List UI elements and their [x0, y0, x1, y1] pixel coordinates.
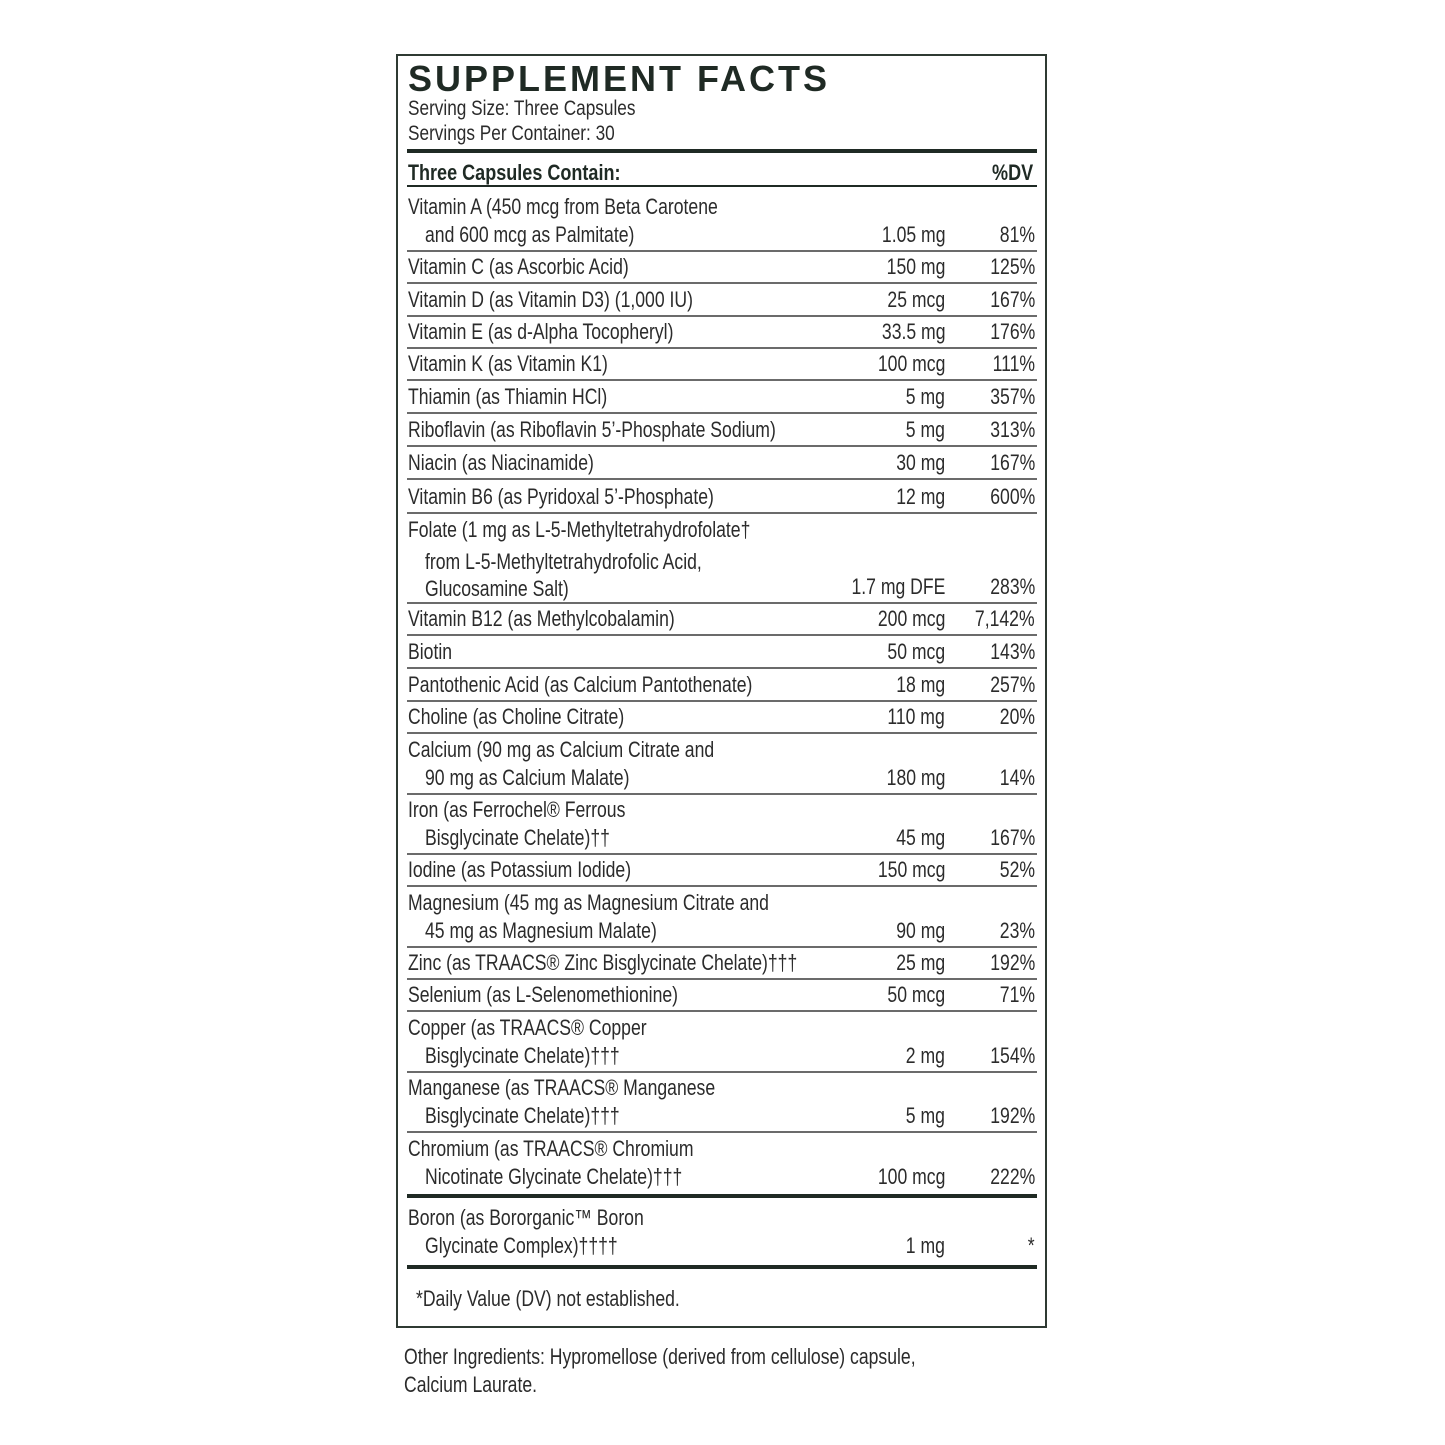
- table-row: [407, 636, 1037, 669]
- nutrient-name: Iron (as Ferrochel® Ferrous: [408, 797, 626, 822]
- nutrient-name: Chromium (as TRAACS® Chromium: [408, 1136, 694, 1161]
- table-row: [407, 1133, 1037, 1194]
- nutrient-name-continued: Bisglycinate Chelate)†††: [425, 1043, 620, 1068]
- nutrient-amount: 110 mg: [887, 704, 945, 729]
- nutrient-dv: 154%: [989, 1043, 1035, 1068]
- nutrient-amount: 5 mg: [905, 1103, 945, 1128]
- table-row: [407, 980, 1037, 1012]
- boron-top-rule: [407, 1194, 1037, 1198]
- table-row: [407, 948, 1037, 980]
- nutrient-amount: 2 mg: [905, 1043, 945, 1068]
- nutrient-amount: 5 mg: [905, 384, 945, 409]
- nutrient-name-continued: and 600 mcg as Palmitate): [425, 222, 635, 247]
- table-row: [407, 604, 1037, 636]
- nutrient-amount: 18 mg: [896, 672, 945, 697]
- nutrient-amount: 45 mg: [896, 825, 945, 850]
- nutrient-name: Pantothenic Acid (as Calcium Pantothenate): [408, 672, 753, 697]
- nutrient-amount: 150 mcg: [877, 857, 945, 882]
- nutrient-name: Niacin (as Niacinamide): [408, 450, 594, 475]
- nutrient-name: Riboflavin (as Riboflavin 5’-Phosphate Sodium): [408, 417, 776, 442]
- panel-title: SUPPLEMENT FACTS: [408, 58, 831, 99]
- nutrient-name: Zinc (as TRAACS® Zinc Bisglycinate Chelate)†††: [408, 950, 798, 975]
- other-ingredients-line-1: Other Ingredients: Hypromellose (derived from cellulose) capsule,: [404, 1344, 916, 1369]
- nutrient-name: Vitamin K (as Vitamin K1): [408, 351, 608, 376]
- nutrient-dv: 125%: [989, 254, 1035, 279]
- nutrient-name-continued: from L-5-Methyltetrahydrofolic Acid,: [425, 549, 702, 574]
- table-row: [407, 887, 1037, 948]
- bottom-rule: [407, 1265, 1037, 1269]
- nutrient-amount: 1.05 mg: [881, 222, 945, 247]
- nutrient-dv: 257%: [989, 672, 1035, 697]
- nutrient-name: Magnesium (45 mg as Magnesium Citrate and: [408, 890, 769, 915]
- table-row: [407, 1012, 1037, 1073]
- nutrient-amount: 100 mcg: [877, 351, 945, 376]
- nutrient-dv: 7,142%: [975, 606, 1035, 631]
- nutrient-amount: 100 mcg: [877, 1164, 945, 1189]
- table-row: [407, 414, 1037, 447]
- table-row: [407, 795, 1037, 855]
- nutrient-amount: 180 mg: [886, 765, 945, 790]
- nutrient-dv: 143%: [989, 639, 1035, 664]
- nutrient-name: Calcium (90 mg as Calcium Citrate and: [408, 737, 715, 762]
- nutrient-dv: 20%: [999, 704, 1035, 729]
- column-header-dv: %DV: [991, 160, 1033, 185]
- nutrient-name: Selenium (as L-Selenomethionine): [408, 982, 679, 1007]
- nutrient-dv: 176%: [989, 319, 1035, 344]
- nutrient-dv: 52%: [999, 857, 1035, 882]
- nutrient-amount: 50 mcg: [887, 982, 945, 1007]
- nutrient-name-continued: Glycinate Complex)††††: [425, 1233, 618, 1258]
- nutrient-name-continued: Nicotinate Glycinate Chelate)†††: [425, 1164, 683, 1189]
- serving-size: Serving Size: Three Capsules: [408, 97, 636, 120]
- nutrient-name: Vitamin B12 (as Methylcobalamin): [408, 606, 675, 631]
- nutrient-amount: 50 mcg: [887, 639, 945, 664]
- nutrient-amount: 1 mg: [905, 1233, 945, 1258]
- table-row: [407, 381, 1037, 414]
- nutrient-amount: 25 mcg: [887, 287, 945, 312]
- nutrient-name-continued: Glucosamine Salt): [425, 576, 569, 601]
- nutrient-dv: 283%: [989, 574, 1035, 599]
- column-header-amount: Three Capsules Contain:: [408, 160, 621, 185]
- nutrient-dv: 600%: [989, 484, 1035, 509]
- nutrient-amount: 12 mg: [896, 484, 945, 509]
- nutrient-name: Thiamin (as Thiamin HCl): [408, 384, 608, 409]
- table-row: [407, 855, 1037, 887]
- table-row: [407, 702, 1037, 734]
- nutrient-dv: 23%: [999, 918, 1035, 943]
- nutrient-name: Vitamin B6 (as Pyridoxal 5’-Phosphate): [408, 484, 714, 509]
- nutrient-amount: 200 mcg: [877, 606, 945, 631]
- table-row: [407, 1073, 1037, 1133]
- nutrient-amount: 25 mg: [896, 950, 945, 975]
- nutrient-dv: *: [1028, 1233, 1035, 1258]
- nutrient-dv: 81%: [999, 222, 1035, 247]
- nutrient-dv: 192%: [989, 1103, 1035, 1128]
- footnote: *Daily Value (DV) not established.: [416, 1286, 680, 1311]
- nutrient-name: Vitamin D (as Vitamin D3) (1,000 IU): [408, 287, 693, 312]
- nutrient-dv: 222%: [989, 1164, 1035, 1189]
- table-row: [407, 349, 1037, 381]
- nutrient-name: Vitamin A (450 mcg from Beta Carotene: [408, 194, 718, 219]
- nutrient-name: Vitamin E (as d-Alpha Tocopheryl): [408, 319, 674, 344]
- table-row: [407, 284, 1037, 317]
- nutrient-name: Boron (as Bororganic™ Boron: [408, 1205, 644, 1230]
- nutrient-dv: 313%: [989, 417, 1035, 442]
- nutrient-amount: 90 mg: [896, 918, 945, 943]
- table-row: [407, 187, 1037, 252]
- nutrient-amount: 5 mg: [905, 417, 945, 442]
- nutrient-name: Vitamin C (as Ascorbic Acid): [408, 254, 629, 279]
- nutrient-name: Manganese (as TRAACS® Manganese: [408, 1075, 716, 1100]
- nutrient-amount: 150 mg: [886, 254, 945, 279]
- nutrient-dv: 167%: [989, 825, 1035, 850]
- nutrient-dv: 167%: [989, 287, 1035, 312]
- table-row: [407, 447, 1037, 480]
- table-row: [407, 480, 1037, 514]
- other-ingredients-line-2: Calcium Laurate.: [404, 1372, 538, 1397]
- nutrient-amount: 30 mg: [896, 450, 945, 475]
- nutrient-name: Iodine (as Potassium Iodide): [408, 857, 632, 882]
- nutrient-name: Biotin: [408, 639, 453, 664]
- table-row: [407, 317, 1037, 349]
- nutrient-name-continued: Bisglycinate Chelate)†††: [425, 1103, 620, 1128]
- servings-per-container: Servings Per Container: 30: [408, 122, 615, 145]
- nutrient-table: [398, 56, 1045, 1326]
- nutrient-name-continued: 45 mg as Magnesium Malate): [425, 918, 657, 943]
- table-row: [407, 669, 1037, 702]
- nutrient-name: Folate (1 mg as L-5-Methyltetrahydrofolate†: [408, 517, 751, 542]
- table-row: [407, 514, 1037, 604]
- nutrient-dv: 14%: [999, 765, 1035, 790]
- nutrient-name-continued: Bisglycinate Chelate)††: [425, 825, 610, 850]
- table-row: [407, 1203, 1037, 1263]
- nutrient-amount: 33.5 mg: [881, 319, 945, 344]
- nutrient-dv: 357%: [989, 384, 1035, 409]
- table-row: [407, 252, 1037, 284]
- nutrient-dv: 71%: [999, 982, 1035, 1007]
- table-row: [407, 734, 1037, 795]
- nutrient-name: Copper (as TRAACS® Copper: [408, 1015, 647, 1040]
- nutrient-dv: 167%: [989, 450, 1035, 475]
- nutrient-dv: 192%: [989, 950, 1035, 975]
- nutrient-name: Choline (as Choline Citrate): [408, 704, 625, 729]
- nutrient-name-continued: 90 mg as Calcium Malate): [425, 765, 630, 790]
- nutrient-dv: 111%: [992, 351, 1035, 376]
- supplement-facts-panel: [396, 54, 1047, 1328]
- nutrient-amount: 1.7 mg DFE: [851, 574, 945, 599]
